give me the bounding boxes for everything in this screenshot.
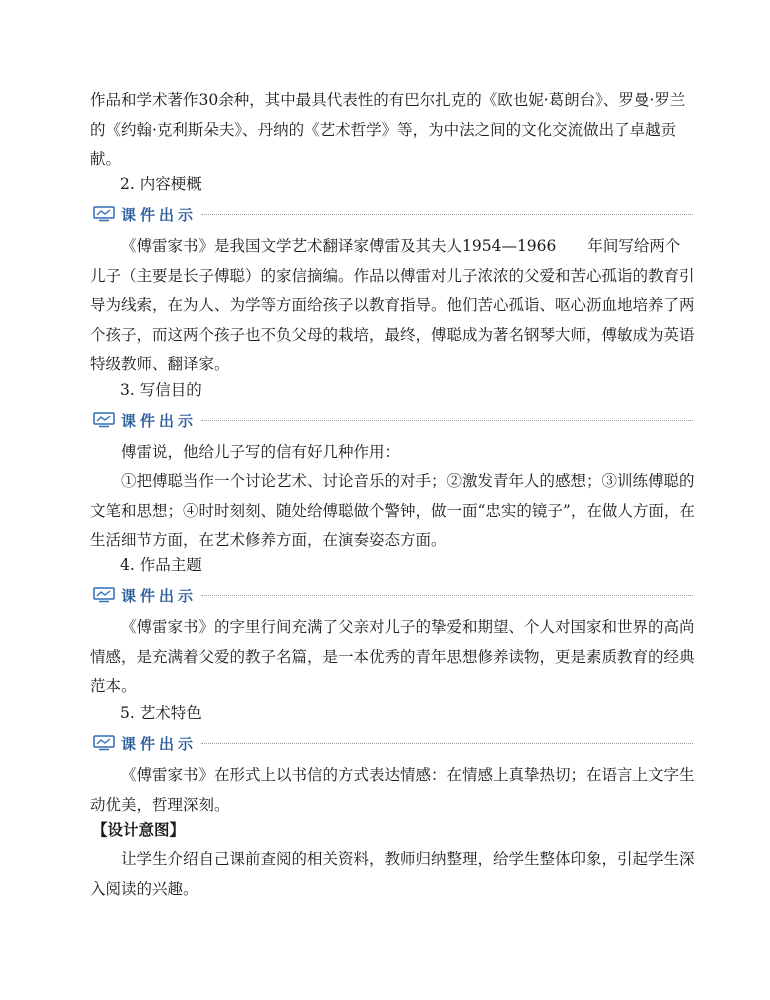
courseware-banner — [93, 203, 693, 225]
courseware-monitor-icon — [93, 206, 115, 222]
section-heading-summary: 2. 内容梗概 — [120, 175, 202, 193]
section-heading-purpose: 3. 写信目的 — [120, 381, 202, 399]
features-paragraph: 《傅雷家书》在形式上以书信的方式表达情感：在情感上真挚热切；在语言上文字生动优美，哲理深刻。 — [90, 766, 695, 814]
courseware-banner — [93, 732, 693, 754]
intro-paragraph: 作品和学术著作30余种，其中最具代表性的有巴尔扎克的《欧也妮·葛朗台》、罗曼·罗兰的《约翰·克利斯朵夫》、丹纳的《艺术哲学》等，为中法之间的文化交流做出了卓越贡献。 — [90, 91, 686, 168]
courseware-monitor-icon — [93, 587, 115, 603]
dotted-rule — [201, 743, 693, 744]
courseware-banner — [93, 584, 693, 606]
dotted-rule — [201, 595, 693, 596]
summary-paragraph: 《傅雷家书》是我国文学艺术翻译家傅雷及其夫人1954—1966 年间写给两个儿子（主要是长子傅聪）的家信摘编。作品以傅雷对儿子浓浓的父爱和苦心孤诣的教育引导为线索，在为人、为学等方面给孩子以教育指导。他们苦心孤诣、呕心沥血地培养了两个孩子，而这两个孩子也不负父母的栽培，最终，傅聪成为著名钢琴大师，傅敏成为英语特级教师、翻译家。 — [90, 237, 695, 373]
courseware-label: 课件出示 — [121, 411, 198, 430]
courseware-label: 课件出示 — [121, 734, 198, 753]
purpose-intro-paragraph: 傅雷说，他给儿子写的信有好几种作用： — [121, 443, 401, 461]
courseware-banner — [93, 409, 693, 431]
design-intent-paragraph: 让学生介绍自己课前查阅的相关资料，教师归纳整理，给学生整体印象，引起学生深入阅读的兴趣。 — [90, 850, 695, 898]
dotted-rule — [201, 214, 693, 215]
theme-paragraph: 《傅雷家书》的字里行间充满了父亲对儿子的挚爱和期望、个人对国家和世界的高尚情感，是充满着父爱的教子名篇，是一本优秀的青年思想修养读物，更是素质教育的经典范本。 — [90, 618, 695, 695]
dotted-rule — [201, 420, 693, 421]
purpose-list-paragraph: ①把傅聪当作一个讨论艺术、讨论音乐的对手；②激发青年人的感想；③训练傅聪的文笔和思想；④时时刻刻、随处给傅聪做个警钟，做一面“忠实的镜子”，在做人方面，在生活细节方面，在艺术修养方面，在演奏姿态方面。 — [90, 472, 695, 549]
courseware-label: 课件出示 — [121, 205, 198, 224]
courseware-monitor-icon — [93, 412, 115, 428]
courseware-label: 课件出示 — [121, 586, 198, 605]
section-heading-theme: 4. 作品主题 — [120, 556, 202, 574]
courseware-monitor-icon — [93, 735, 115, 751]
design-intent-title: 【设计意图】 — [92, 820, 186, 839]
section-heading-features: 5. 艺术特色 — [120, 704, 202, 722]
